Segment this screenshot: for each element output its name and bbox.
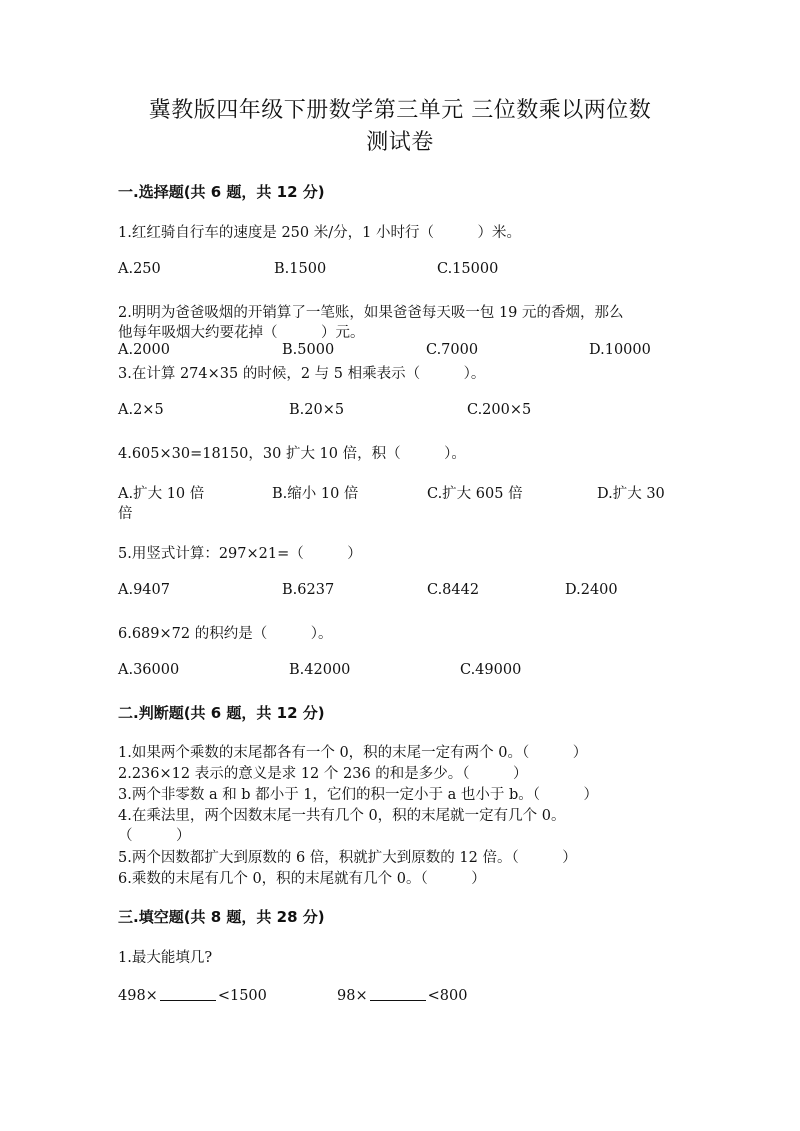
s1-q2-option-a: A.2000 bbox=[118, 342, 170, 358]
s3-q1-fill-2-left: 98× bbox=[337, 988, 368, 1004]
s2-item-4: 4.在乘法里，两个因数末尾一共有几个 0，积的末尾就一定有几个 0。 bbox=[118, 808, 566, 824]
s2-item-3: 3.两个非零数 a 和 b 都小于 1，它们的积一定小于 a 也小于 b。（ ） bbox=[118, 787, 599, 803]
section2-heading: 二.判断题(共 6 题，共 12 分) bbox=[118, 704, 325, 722]
s3-q1-fill-2-blank[interactable] bbox=[370, 986, 426, 1001]
s1-q6-option-a: A.36000 bbox=[118, 662, 180, 678]
s1-q5-text: 5.用竖式计算：297×21=（ ） bbox=[118, 546, 362, 562]
s1-q4-option-b: B.缩小 10 倍 bbox=[272, 486, 359, 502]
s1-q3-option-a: A.2×5 bbox=[118, 402, 164, 418]
section3-heading: 三.填空题(共 8 题，共 28 分) bbox=[118, 908, 325, 926]
s3-q1-fill-2 bbox=[337, 986, 467, 1004]
s2-item-1: 1.如果两个乘数的末尾都各有一个 0，积的末尾一定有两个 0。（ ） bbox=[118, 745, 588, 761]
s1-q3-option-c: C.200×5 bbox=[467, 402, 532, 418]
s1-q1-option-b: B.1500 bbox=[274, 261, 327, 277]
s3-q1-fill-1-right: <1500 bbox=[217, 988, 267, 1004]
s2-item-4-wrap: （ ） bbox=[118, 828, 191, 844]
s3-q1-fill-1-left: 498× bbox=[118, 988, 158, 1004]
s1-q1-option-a: A.250 bbox=[118, 261, 161, 277]
s1-q4-option-d-wrap: 倍 bbox=[118, 506, 133, 522]
s1-q2-option-b: B.5000 bbox=[282, 342, 335, 358]
s1-q1-option-c: C.15000 bbox=[437, 261, 499, 277]
s3-q1-fill-1 bbox=[118, 986, 267, 1004]
s1-q4-option-c: C.扩大 605 倍 bbox=[427, 486, 523, 502]
s2-item-5: 5.两个因数都扩大到原数的 6 倍，积就扩大到原数的 12 倍。（ ） bbox=[118, 850, 577, 866]
s1-q2-line2: 他每年吸烟大约要花掉（ ）元。 bbox=[118, 325, 365, 341]
s1-q2-option-c: C.7000 bbox=[426, 342, 479, 358]
s2-item-2: 2.236×12 表示的意义是求 12 个 236 的和是多少。（ ） bbox=[118, 766, 528, 782]
s1-q3-option-b: B.20×5 bbox=[289, 402, 345, 418]
s3-q1-text: 1.最大能填几? bbox=[118, 950, 213, 966]
s1-q1-text: 1.红红骑自行车的速度是 250 米/分，1 小时行（ ）米。 bbox=[118, 225, 521, 241]
s2-item-6: 6.乘数的末尾有几个 0，积的末尾就有几个 0。（ ） bbox=[118, 871, 486, 887]
s1-q4-option-d: D.扩大 30 bbox=[597, 486, 665, 502]
s1-q5-option-d: D.2400 bbox=[565, 582, 618, 598]
s1-q5-option-b: B.6237 bbox=[282, 582, 335, 598]
s1-q5-option-a: A.9407 bbox=[118, 582, 170, 598]
page-title-line2: 测试卷 bbox=[366, 130, 434, 155]
s1-q4-text: 4.605×30=18150，30 扩大 10 倍，积（ ）。 bbox=[118, 446, 466, 462]
s3-q1-fill-2-right: <800 bbox=[427, 988, 468, 1004]
page-title-line1: 冀教版四年级下册数学第三单元 三位数乘以两位数 bbox=[148, 98, 652, 123]
s1-q2-option-d: D.10000 bbox=[589, 342, 651, 358]
section1-heading: 一.选择题(共 6 题，共 12 分) bbox=[118, 183, 325, 201]
s1-q4-option-a: A.扩大 10 倍 bbox=[118, 486, 205, 502]
s1-q3-text: 3.在计算 274×35 的时候，2 与 5 相乘表示（ ）。 bbox=[118, 366, 486, 382]
s1-q6-option-c: C.49000 bbox=[460, 662, 522, 678]
s1-q6-option-b: B.42000 bbox=[289, 662, 351, 678]
s1-q2-line1: 2.明明为爸爸吸烟的开销算了一笔账，如果爸爸每天吸一包 19 元的香烟，那么 bbox=[118, 305, 624, 321]
s1-q5-option-c: C.8442 bbox=[427, 582, 480, 598]
s1-q6-text: 6.689×72 的积约是（ ）。 bbox=[118, 626, 333, 642]
s3-q1-fill-1-blank[interactable] bbox=[160, 986, 216, 1001]
